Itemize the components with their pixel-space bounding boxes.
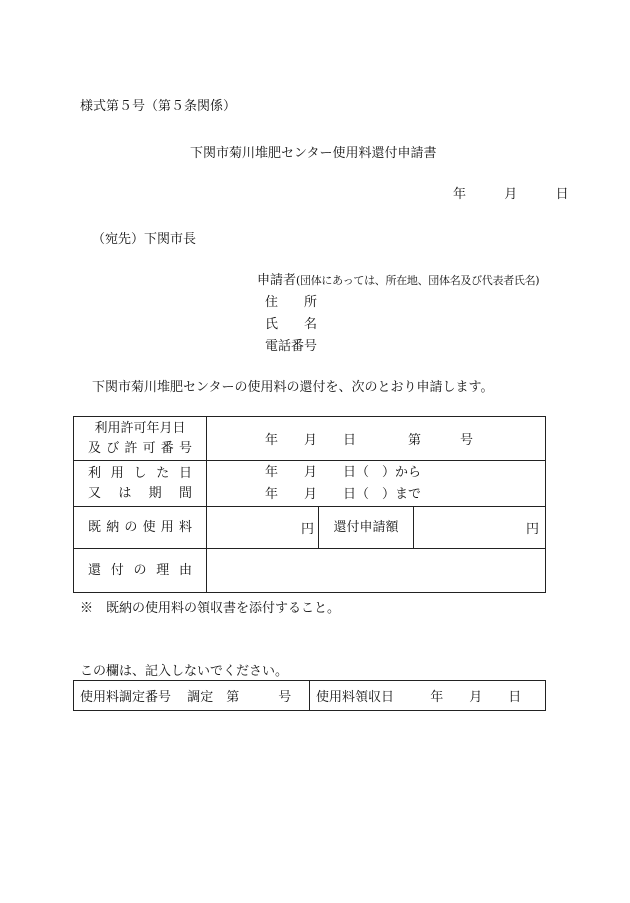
applicant-label: 申請者 [257, 273, 297, 288]
refund-amount-value-cell[interactable] [414, 507, 546, 549]
paid-fee-value-cell[interactable] [207, 507, 319, 549]
refund-amount-unit: 円 [526, 522, 540, 537]
attachment-note: ※ 既納の使用料の領収書を添付すること。 [80, 601, 341, 616]
applicant-heading [257, 269, 539, 288]
adjustment-number-value: 調定 第 号 [187, 690, 292, 705]
used-period-label-cell [74, 461, 207, 507]
addressee: （宛先）下関市長 [92, 232, 197, 247]
receipt-date-cell[interactable] [310, 681, 546, 711]
date-year: 年 [453, 187, 467, 202]
statement: 下関市菊川堆肥センターの使用料の還付を、次のとおり申請します。 [92, 380, 494, 395]
permit-value: 年 月 日 第 号 [265, 433, 474, 448]
office-use-table [73, 680, 546, 711]
paid-fee-unit: 円 [300, 522, 314, 537]
date-month: 月 [504, 187, 518, 202]
office-use-note: この欄は、記入しないでください。 [80, 664, 289, 679]
used-period-value-cell[interactable] [207, 461, 546, 507]
permit-label-line1: 利用許可年月日 [94, 420, 186, 436]
used-until-value: 年 月 日（ ）まで [265, 486, 422, 502]
application-date [453, 183, 569, 202]
refund-amount-label: 還付申請額 [319, 507, 414, 549]
refund-reason-value-cell[interactable] [207, 549, 546, 593]
adjustment-number-label: 使用料調定番号 [80, 690, 172, 705]
applicant-address-label: 住 所 [265, 295, 318, 310]
applicant-phone-label: 電話番号 [265, 339, 318, 354]
adjustment-number-cell[interactable] [74, 681, 310, 711]
permit-label-cell [74, 417, 207, 461]
used-label-line2: 又は期間 [88, 485, 192, 501]
page-title: 下関市菊川堆肥センター使用料還付申請書 [190, 146, 437, 161]
permit-value-cell[interactable] [207, 417, 546, 461]
date-day: 日 [555, 187, 569, 202]
paid-fee-label: 既納の使用料 [74, 507, 207, 549]
applicant-note: (団体にあっては、所在地、団体名及び代表者氏名) [296, 274, 540, 287]
permit-label-line2: 及び許可番号 [88, 440, 192, 456]
applicant-name-label: 氏 名 [265, 317, 318, 332]
form-number: 様式第５号（第５条関係） [80, 99, 237, 114]
used-label-line1: 利用した日 [88, 465, 192, 481]
receipt-date-value: 年 月 日 [430, 690, 522, 705]
refund-table [73, 416, 546, 593]
refund-reason-label: 還付の理由 [74, 549, 207, 593]
receipt-date-label: 使用料領収日 [316, 690, 395, 705]
used-from-value: 年 月 日（ ）から [265, 464, 422, 480]
